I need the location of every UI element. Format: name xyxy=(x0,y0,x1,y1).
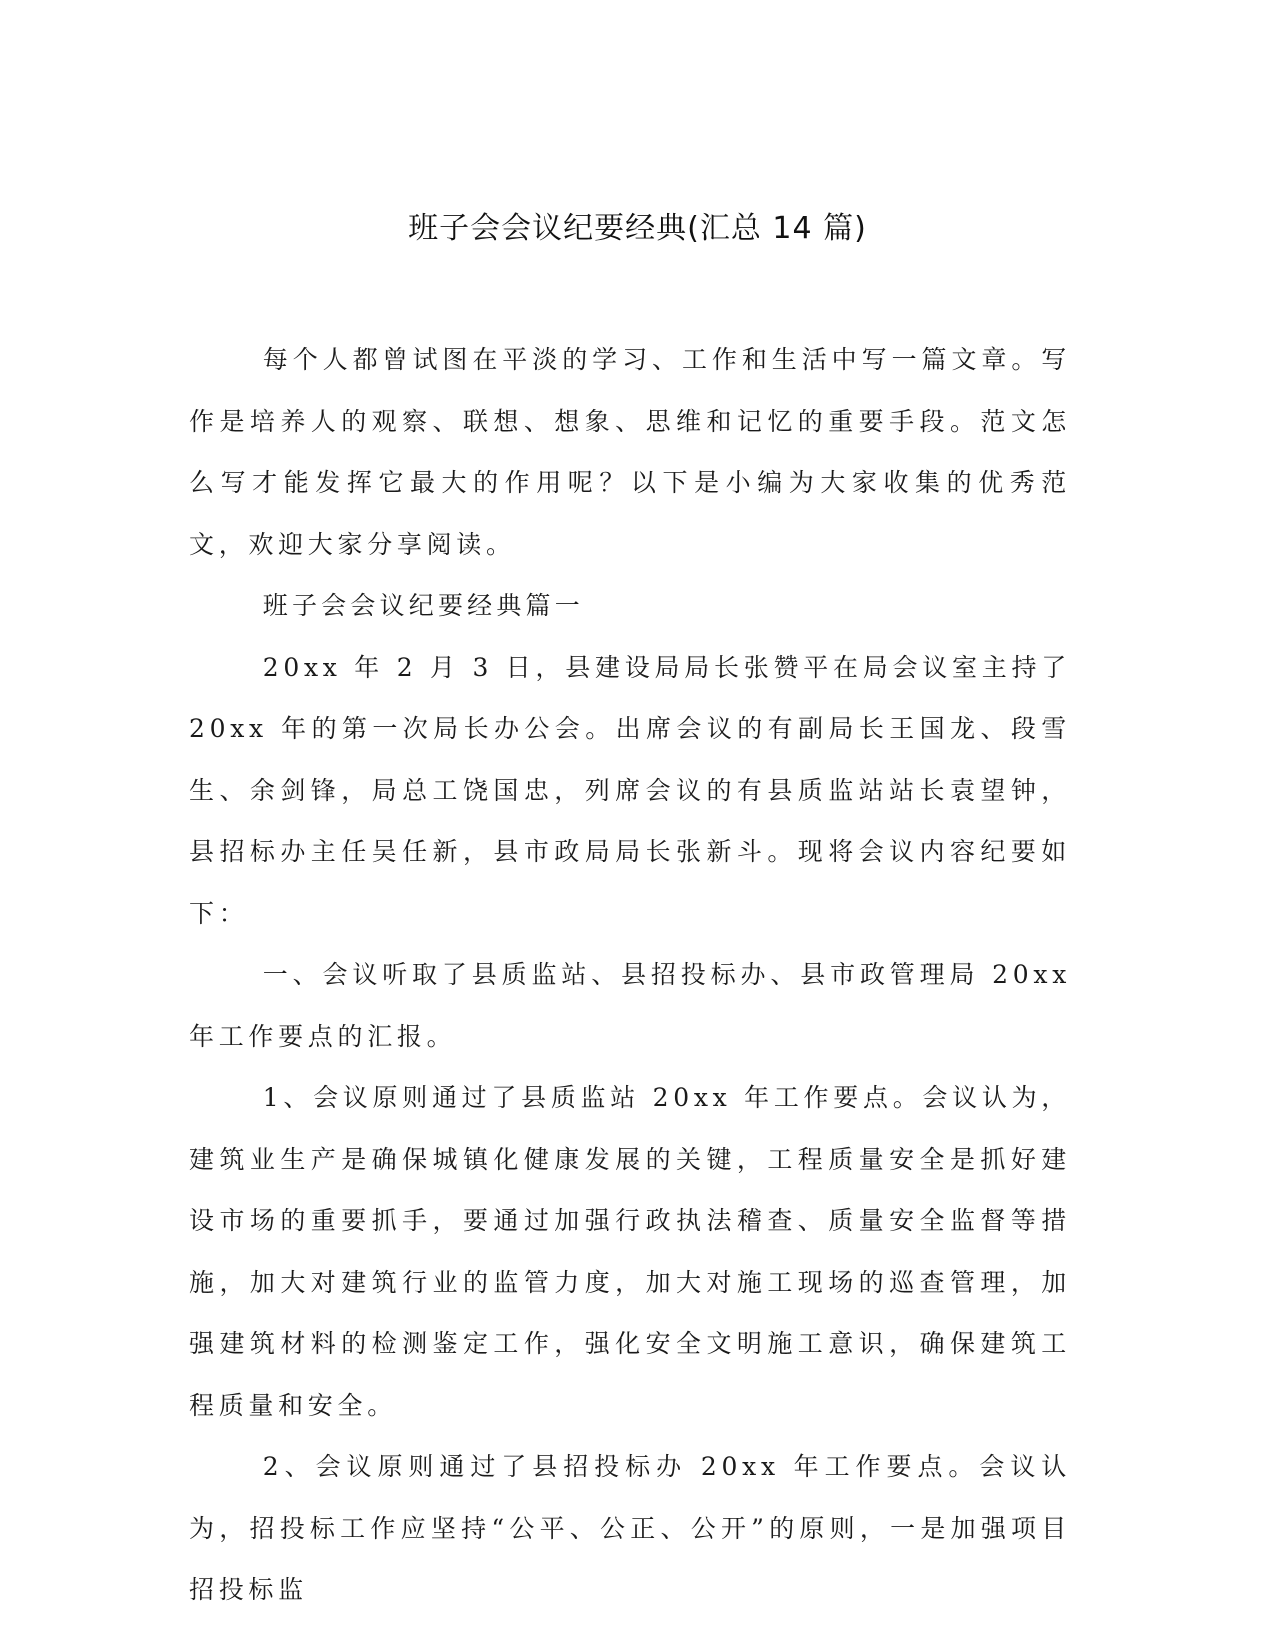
section-heading: 班子会会议纪要经典篇一 xyxy=(262,591,584,620)
document-title: 班子会会议纪要经典(汇总 14 篇) xyxy=(408,211,867,246)
meeting-summary-paragraph: 20xx 年 2 月 3 日，县建设局局长张赞平在局会议室主持了 20xx 年的第一次局长办公会。出席会议的有副局长王国龙、段雪生、余剑锋，局总工饶国忠，列席会议的有县质监站站长袁望钟，县招标办主任吴任新，县市政局局长张新斗。现将会议内容纪要如下： xyxy=(189,652,1071,928)
item-1-paragraph: 1、会议原则通过了县质监站 20xx 年工作要点。会议认为，建筑业生产是确保城镇化健康发展的关键，工程质量安全是抓好建设市场的重要抓手，要通过加强行政执法稽查、质量安全监督等措施，加大对建筑行业的监管力度，加大对施工现场的巡查管理，加强建筑材料的检测鉴定工作，强化安全文明施工意识，确保建筑工程质量和安全。 xyxy=(189,1083,1071,1420)
document-body xyxy=(189,329,1071,1621)
intro-paragraph: 每个人都曾试图在平淡的学习、工作和生活中写一篇文章。写作是培养人的观察、联想、想象、思维和记忆的重要手段。范文怎么写才能发挥它最大的作用呢？以下是小编为大家收集的优秀范文，欢迎大家分享阅读。 xyxy=(189,345,1071,559)
agenda-item-paragraph: 一、会议听取了县质监站、县招投标办、县市政管理局 20xx 年工作要点的汇报。 xyxy=(189,960,1071,1051)
item-2-paragraph: 2、会议原则通过了县招投标办 20xx 年工作要点。会议认为，招投标工作应坚持“公平、公正、公开”的原则，一是加强项目招投标监 xyxy=(189,1452,1071,1604)
